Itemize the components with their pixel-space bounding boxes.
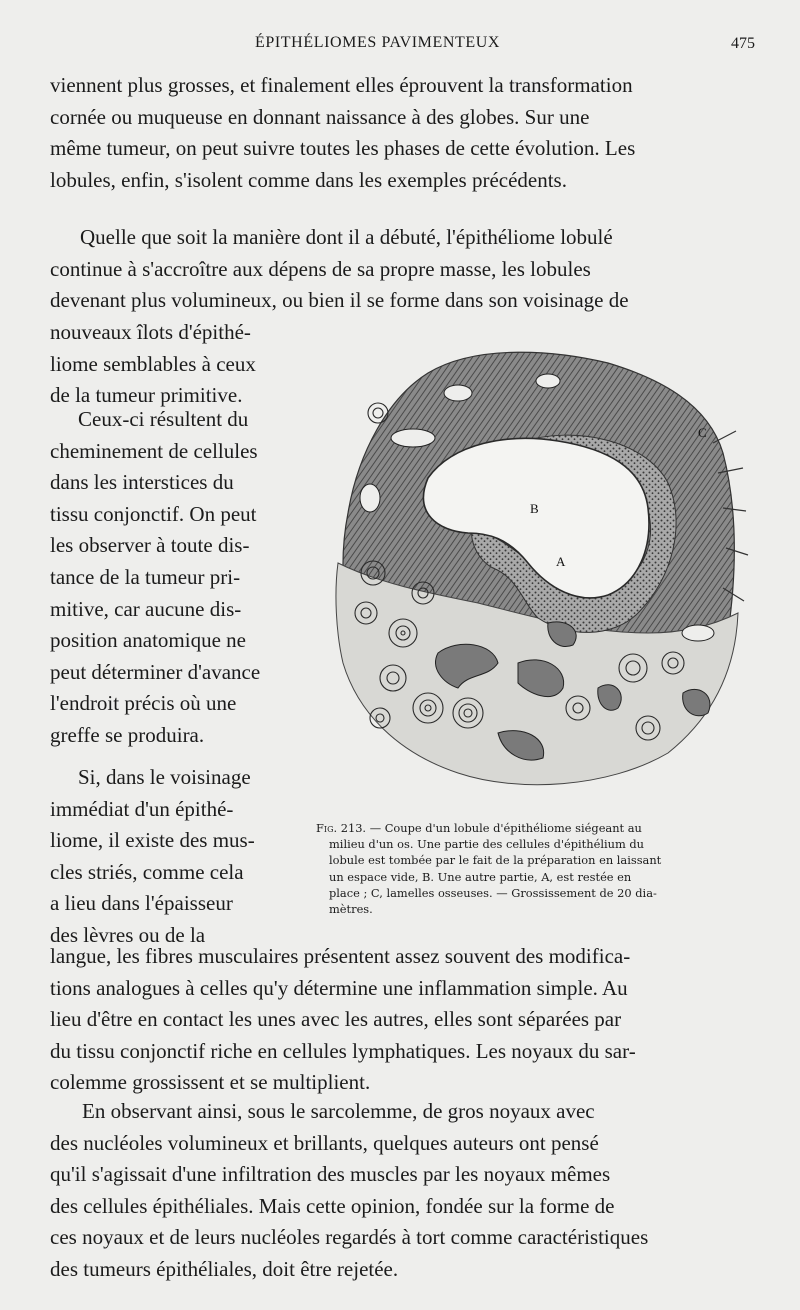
figure-caption — [316, 820, 754, 917]
text-line: cles striés, comme cela — [50, 859, 244, 884]
figure-label-c: C — [698, 425, 707, 440]
text-line: dans les interstices du — [50, 470, 234, 495]
paragraph-2-continued — [50, 317, 290, 412]
text-line: immédiat d'un épithé- — [50, 796, 234, 821]
text-line: tions analogues à celles qu'y détermine une inflammation simple. Au — [50, 975, 628, 1000]
running-head — [0, 34, 800, 58]
text-line: devenant plus volumineux, ou bien il se forme dans son voisinage de — [50, 288, 629, 313]
text-line: lobules, enfin, s'isolent comme dans les exemples précédents. — [50, 167, 567, 192]
paragraph-2 — [50, 222, 750, 317]
text-line: En observant ainsi, sous le sarcolemme, de gros noyaux avec — [82, 1099, 595, 1123]
text-line: l'endroit précis où une — [50, 691, 237, 716]
text-line: a lieu dans l'épaisseur — [50, 891, 233, 916]
text-line: des tumeurs épithéliales, doit être rejetée. — [50, 1256, 399, 1281]
text-line: tance de la tumeur pri- — [50, 564, 241, 589]
caption-line: lobule est tombée par le fait de la préparation en laissant — [329, 853, 662, 868]
paragraph-4 — [50, 762, 290, 952]
paragraph-1 — [50, 70, 750, 196]
text-line: ces noyaux et de leurs nucléoles regardés à tort comme caractéristiques — [50, 1225, 649, 1250]
figure-label-b: B — [530, 501, 539, 516]
caption-line: milieu d'un os. Une partie des cellules d'épithélium du — [329, 837, 645, 852]
figure-label-a: A — [556, 554, 566, 569]
text-line: qu'il s'agissait d'une infiltration des muscles par les noyaux mêmes — [50, 1162, 611, 1187]
caption-line: un espace vide, B. Une autre partie, A, est restée en — [329, 869, 632, 884]
text-line: les observer à toute dis- — [50, 533, 250, 558]
caption-line: place ; C, lamelles osseuses. — Grossissement de 20 dia- — [329, 885, 657, 900]
text-line: de la tumeur primitive. — [50, 383, 243, 408]
paragraph-3 — [50, 404, 290, 752]
paragraph-5 — [50, 1096, 750, 1286]
text-line: cheminement de cellules — [50, 438, 258, 463]
text-line: Ceux-ci résultent du — [78, 407, 249, 431]
text-line: continue à s'accroître aux dépens de sa propre masse, les lobules — [50, 256, 591, 281]
text-line: mitive, car aucune dis- — [50, 596, 242, 621]
text-line: cornée ou muqueuse en donnant naissance à des globes. Sur une — [50, 104, 590, 129]
text-line: peut déterminer d'avance — [50, 659, 261, 684]
text-line: viennent plus grosses, et finalement elles éprouvent la transformation — [50, 73, 633, 97]
text-line: Si, dans le voisinage — [78, 765, 251, 789]
caption-label: Fig. 213. — [316, 821, 367, 835]
text-line: même tumeur, on peut suivre toutes les phases de cette évolution. Les — [50, 136, 636, 161]
text-line: position anatomique ne — [50, 628, 246, 653]
text-line: lieu d'être en contact les unes avec les autres, elles sont séparées par — [50, 1007, 622, 1032]
text-line: langue, les fibres musculaires présentent assez souvent des modifica- — [50, 944, 631, 968]
caption-line: — Coupe d'un lobule d'épithéliome siégeant au — [369, 821, 642, 835]
text-line: greffe se produira. — [50, 722, 205, 747]
text-line: colemme grossissent et se multiplient. — [50, 1070, 371, 1095]
text-line: tissu conjonctif. On peut — [50, 501, 257, 526]
text-line: du tissu conjonctif riche en cellules lymphatiques. Les noyaux du sar- — [50, 1038, 636, 1063]
paragraph-4-continued — [50, 941, 750, 1099]
text-line: des lèvres ou de la — [50, 922, 206, 947]
text-line: Quelle que soit la manière dont il a débuté, l'épithéliome lobulé — [80, 225, 613, 249]
page-number: 475 — [731, 35, 755, 52]
text-line: liome, il existe des mus- — [50, 828, 255, 853]
running-title: ÉPITHÉLIOMES PAVIMENTEUX — [255, 34, 501, 51]
text-line: nouveaux îlots d'épithé- — [50, 320, 251, 344]
text-line: liome semblables à ceux — [50, 351, 256, 376]
text-line: des nucléoles volumineux et brillants, quelques auteurs ont pensé — [50, 1130, 599, 1155]
caption-line: mètres. — [329, 902, 373, 917]
histology-figure — [318, 333, 758, 803]
text-line: des cellules épithéliales. Mais cette opinion, fondée sur la forme de — [50, 1193, 615, 1218]
